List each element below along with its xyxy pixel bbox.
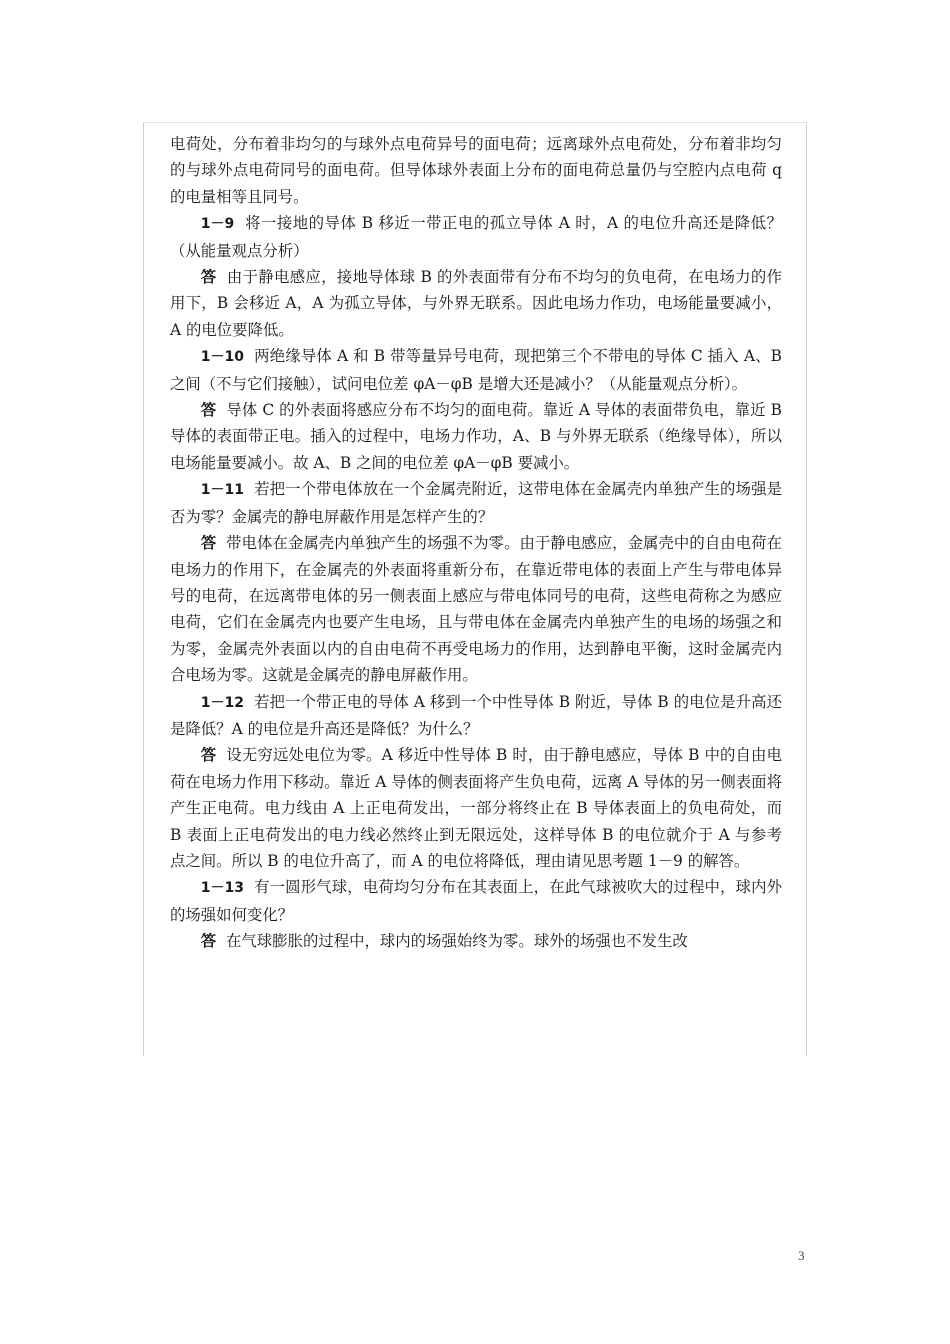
question-text: 若把一个带正电的导体 A 移到一个中性导体 B 附近，导体 B 的电位是升高还是降低？A 的电位是升高还是降低？为什么？ [170,692,782,738]
answer-1-12 [170,742,782,874]
answer-text: 导体 C 的外表面将感应分布不均匀的面电荷。靠近 A 导体的表面带负电，靠近 B 导体的表面带正电。插入的过程中，电场力作功，A、B 与外界无联系（绝缘导体），所以电场能量要减小。故 A、B 之间的电位差 φA－φB 要减小。 [170,401,782,472]
question-text: 将一接地的导体 B 移近一带正电的孤立导体 A 时，A 的电位升高还是降低？（从能量观点分析） [170,214,782,260]
question-1-11 [170,476,782,530]
question-1-10 [170,343,782,397]
question-number: 1－9 [200,216,235,233]
answer-1-11 [170,530,782,688]
question-1-13 [170,874,782,928]
question-text: 若把一个带电体放在一个金属壳附近，这带电体在金属壳内单独产生的场强是否为零？金属壳的静电屏蔽作用是怎样产生的？ [170,480,782,526]
question-number: 1－13 [200,880,245,897]
answer-label: 答 [200,746,217,765]
answer-text: 由于静电感应，接地导体球 B 的外表面带有分布不均匀的负电荷，在电场力的作用下，B 会移近 A，A 为孤立导体，与外界无联系。因此电场力作功，电场能量要减小，A 的电位要降低。 [170,268,782,339]
document-body [170,131,782,955]
question-number: 1－12 [200,694,245,711]
answer-label: 答 [200,932,217,951]
question-number: 1－10 [200,349,245,366]
answer-label: 答 [200,534,217,553]
answer-label: 答 [200,268,217,287]
answer-text: 在气球膨胀的过程中，球内的场强始终为零。球外的场强也不发生改 [226,932,688,951]
answer-1-13 [170,928,782,954]
question-number: 1－11 [200,482,245,499]
answer-1-10 [170,397,782,476]
question-1-12 [170,689,782,743]
question-text: 两绝缘导体 A 和 B 带等量异号电荷，现把第三个不带电的导体 C 插入 A、B 之间（不与它们接触），试问电位差 φA－φB 是增大还是减小？（从能量观点分析）。 [170,347,782,393]
question-text: 有一圆形气球，电荷均匀分布在其表面上，在此气球被吹大的过程中，球内外的场强如何变化？ [170,878,782,924]
answer-1-9 [170,264,782,343]
page-number: 3 [798,1248,805,1263]
answer-text: 设无穷远处电位为零。A 移近中性导体 B 时，由于静电感应，导体 B 中的自由电荷在电场力作用下移动。靠近 A 导体的侧表面将产生负电荷，远离 A 导体的另一侧表面将产生正电荷。电力线由 A 上正电荷发出，一部分将终止在 B 导体表面上的负电荷处，而 B 表面上正电荷发出的电力线必然终止到无限远处，这样导体 B 的电位就介于 A 与参考点之间。所以 B 的电位升高了，而 A 的电位将降低，理由请见思考题 1－9 的解答。 [170,746,782,870]
answer-text: 带电体在金属壳内单独产生的场强不为零。由于静电感应，金属壳中的自由电荷在电场力的作用下，在金属壳的外表面将重新分布，在靠近带电体的表面上产生与带电体异号的电荷，在远离带电体的另一侧表面上感应与带电体同号的电荷，这些电荷称之为感应电荷，它们在金属壳内也要产生电场，且与带电体在金属壳内单独产生的电场的场强之和为零，金属壳外表面以内的自由电荷不再受电场力的作用，达到静电平衡，这时金属壳内合电场为零。这就是金属壳的静电屏蔽作用。 [170,534,782,685]
paragraph-continuation: 电荷处，分布着非均匀的与球外点电荷异号的面电荷；远离球外点电荷处，分布着非均匀的与球外点电荷同号的面电荷。但导体球外表面上分布的面电荷总量仍与空腔内点电荷 q 的电量相等且同号。 [170,135,782,206]
answer-label: 答 [200,401,217,420]
question-1-9 [170,210,782,264]
